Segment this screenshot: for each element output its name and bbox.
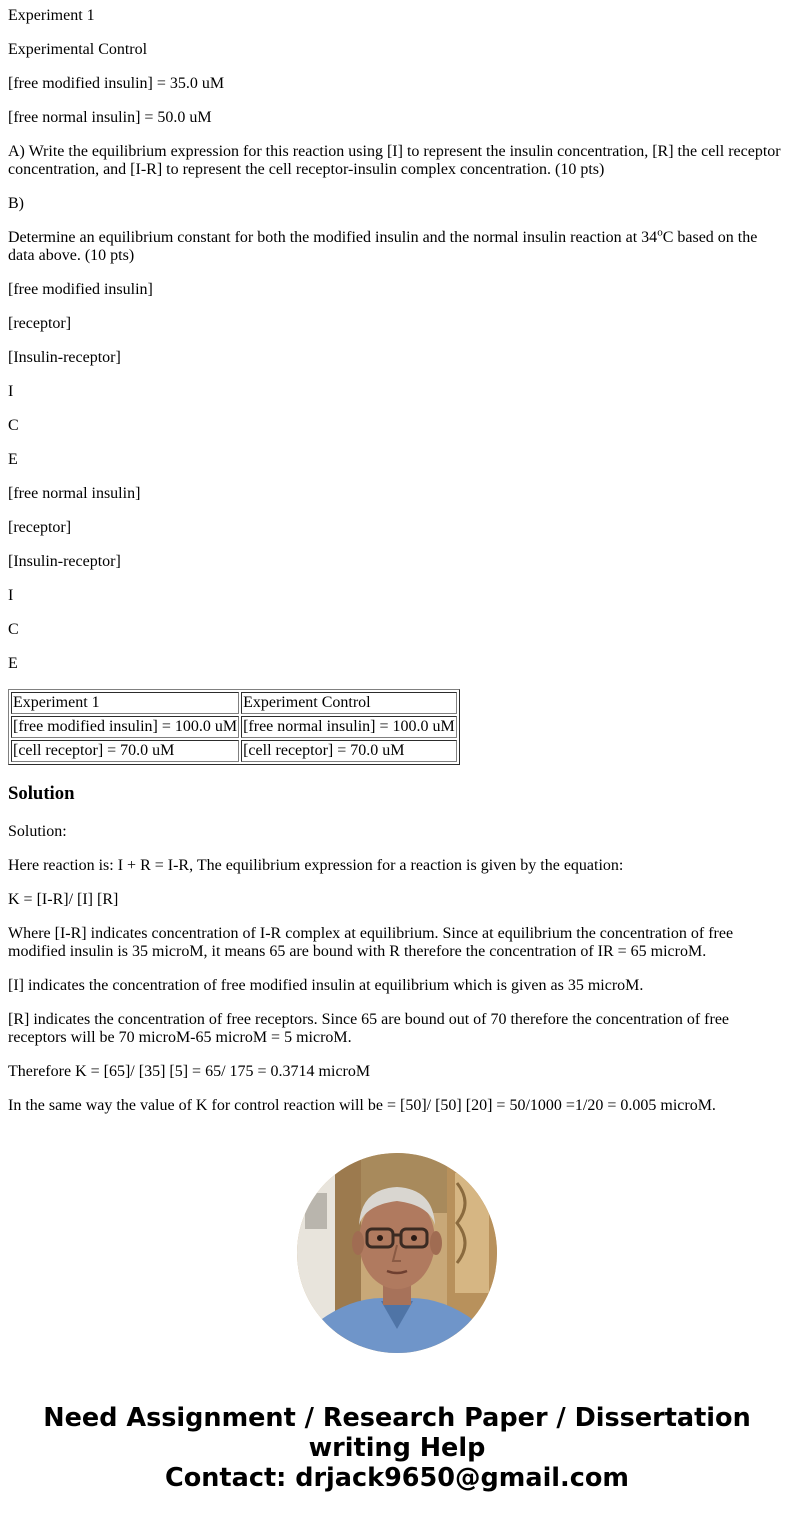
table-cell: [cell receptor] = 70.0 uM bbox=[11, 740, 239, 762]
solution-paragraph: Where [I-R] indicates concentration of I-R complex at equilibrium. Since at equilibrium the concentration of free modified insulin is 35 microM, it means 65 are bound with R therefore the concentration of IR = 65 microM. bbox=[8, 925, 734, 960]
ice-modified-row-receptor: [receptor] bbox=[8, 315, 72, 332]
solution-paragraph: Solution: bbox=[8, 823, 67, 840]
ice-normal-change: C bbox=[8, 621, 19, 638]
modified-insulin-value: [free modified insulin] = 35.0 uM bbox=[8, 75, 225, 92]
solution-heading: Solution bbox=[8, 783, 75, 804]
ice-normal-row-receptor: [receptor] bbox=[8, 519, 72, 536]
table-cell: Experiment Control bbox=[241, 692, 457, 714]
control-label: Experimental Control bbox=[8, 41, 148, 58]
ice-modified-row-complex: [Insulin-receptor] bbox=[8, 349, 121, 366]
table-cell: Experiment 1 bbox=[11, 692, 239, 714]
experiment-title: Experiment 1 bbox=[8, 7, 95, 24]
solution-paragraph: Here reaction is: I + R = I-R, The equilibrium expression for a reaction is given by the equation: bbox=[8, 857, 624, 874]
table-row bbox=[11, 692, 457, 714]
part-b-text-end: C based on the data above. (10 pts) bbox=[8, 229, 758, 264]
ice-normal-equilibrium: E bbox=[8, 655, 18, 672]
table-row bbox=[11, 716, 457, 738]
question-part-b-label: B) bbox=[8, 195, 24, 212]
k-control-result: In the same way the value of K for control reaction will be = [50]/ [50] [20] = 50/1000 =1/20 = 0.005 microM. bbox=[8, 1097, 716, 1114]
table-row bbox=[11, 740, 457, 762]
ice-modified-equilibrium: E bbox=[8, 451, 18, 468]
equilibrium-expression: K = [I-R]/ [I] [R] bbox=[8, 891, 119, 908]
author-portrait-image bbox=[297, 1153, 497, 1353]
ice-modified-initial: I bbox=[8, 383, 14, 400]
k-modified-result: Therefore K = [65]/ [35] [5] = 65/ 175 = 0.3714 microM bbox=[8, 1063, 371, 1080]
table-cell: [cell receptor] = 70.0 uM bbox=[241, 740, 457, 762]
ice-normal-row-complex: [Insulin-receptor] bbox=[8, 553, 121, 570]
question-part-b bbox=[8, 226, 786, 265]
solution-paragraph: [R] indicates the concentration of free receptors. Since 65 are bound out of 70 therefore the concentration of free receptors will be 70 microM-65 microM = 5 microM. bbox=[8, 1011, 730, 1046]
ice-modified-row-insulin: [free modified insulin] bbox=[8, 281, 153, 298]
ice-normal-initial: I bbox=[8, 587, 14, 604]
table-cell: [free normal insulin] = 100.0 uM bbox=[241, 716, 457, 738]
solution-paragraph: [I] indicates the concentration of free modified insulin at equilibrium which is given as 35 microM. bbox=[8, 977, 644, 994]
degree-superscript: o bbox=[657, 226, 663, 239]
ice-normal-row-insulin: [free normal insulin] bbox=[8, 485, 141, 502]
footer-advert bbox=[0, 1403, 794, 1493]
document-content bbox=[8, 0, 786, 1131]
question-part-a: A) Write the equilibrium expression for this reaction using [I] to represent the insulin concentration, [R] the cell receptor concentration, and [I-R] to represent the cell receptor-insulin complex concentration. (10 pts) bbox=[8, 143, 781, 178]
author-photo bbox=[297, 1153, 497, 1353]
experiment-table bbox=[8, 689, 460, 765]
part-b-text-start: Determine an equilibrium constant for both the modified insulin and the normal insulin reaction at 34 bbox=[8, 229, 658, 246]
normal-insulin-value: [free normal insulin] = 50.0 uM bbox=[8, 109, 212, 126]
footer-line: writing Help bbox=[308, 1433, 486, 1463]
footer-line: Need Assignment / Research Paper / Dissertation bbox=[43, 1403, 751, 1433]
table-cell: [free modified insulin] = 100.0 uM bbox=[11, 716, 239, 738]
ice-modified-change: C bbox=[8, 417, 19, 434]
footer-contact: Contact: drjack9650@gmail.com bbox=[165, 1463, 629, 1493]
